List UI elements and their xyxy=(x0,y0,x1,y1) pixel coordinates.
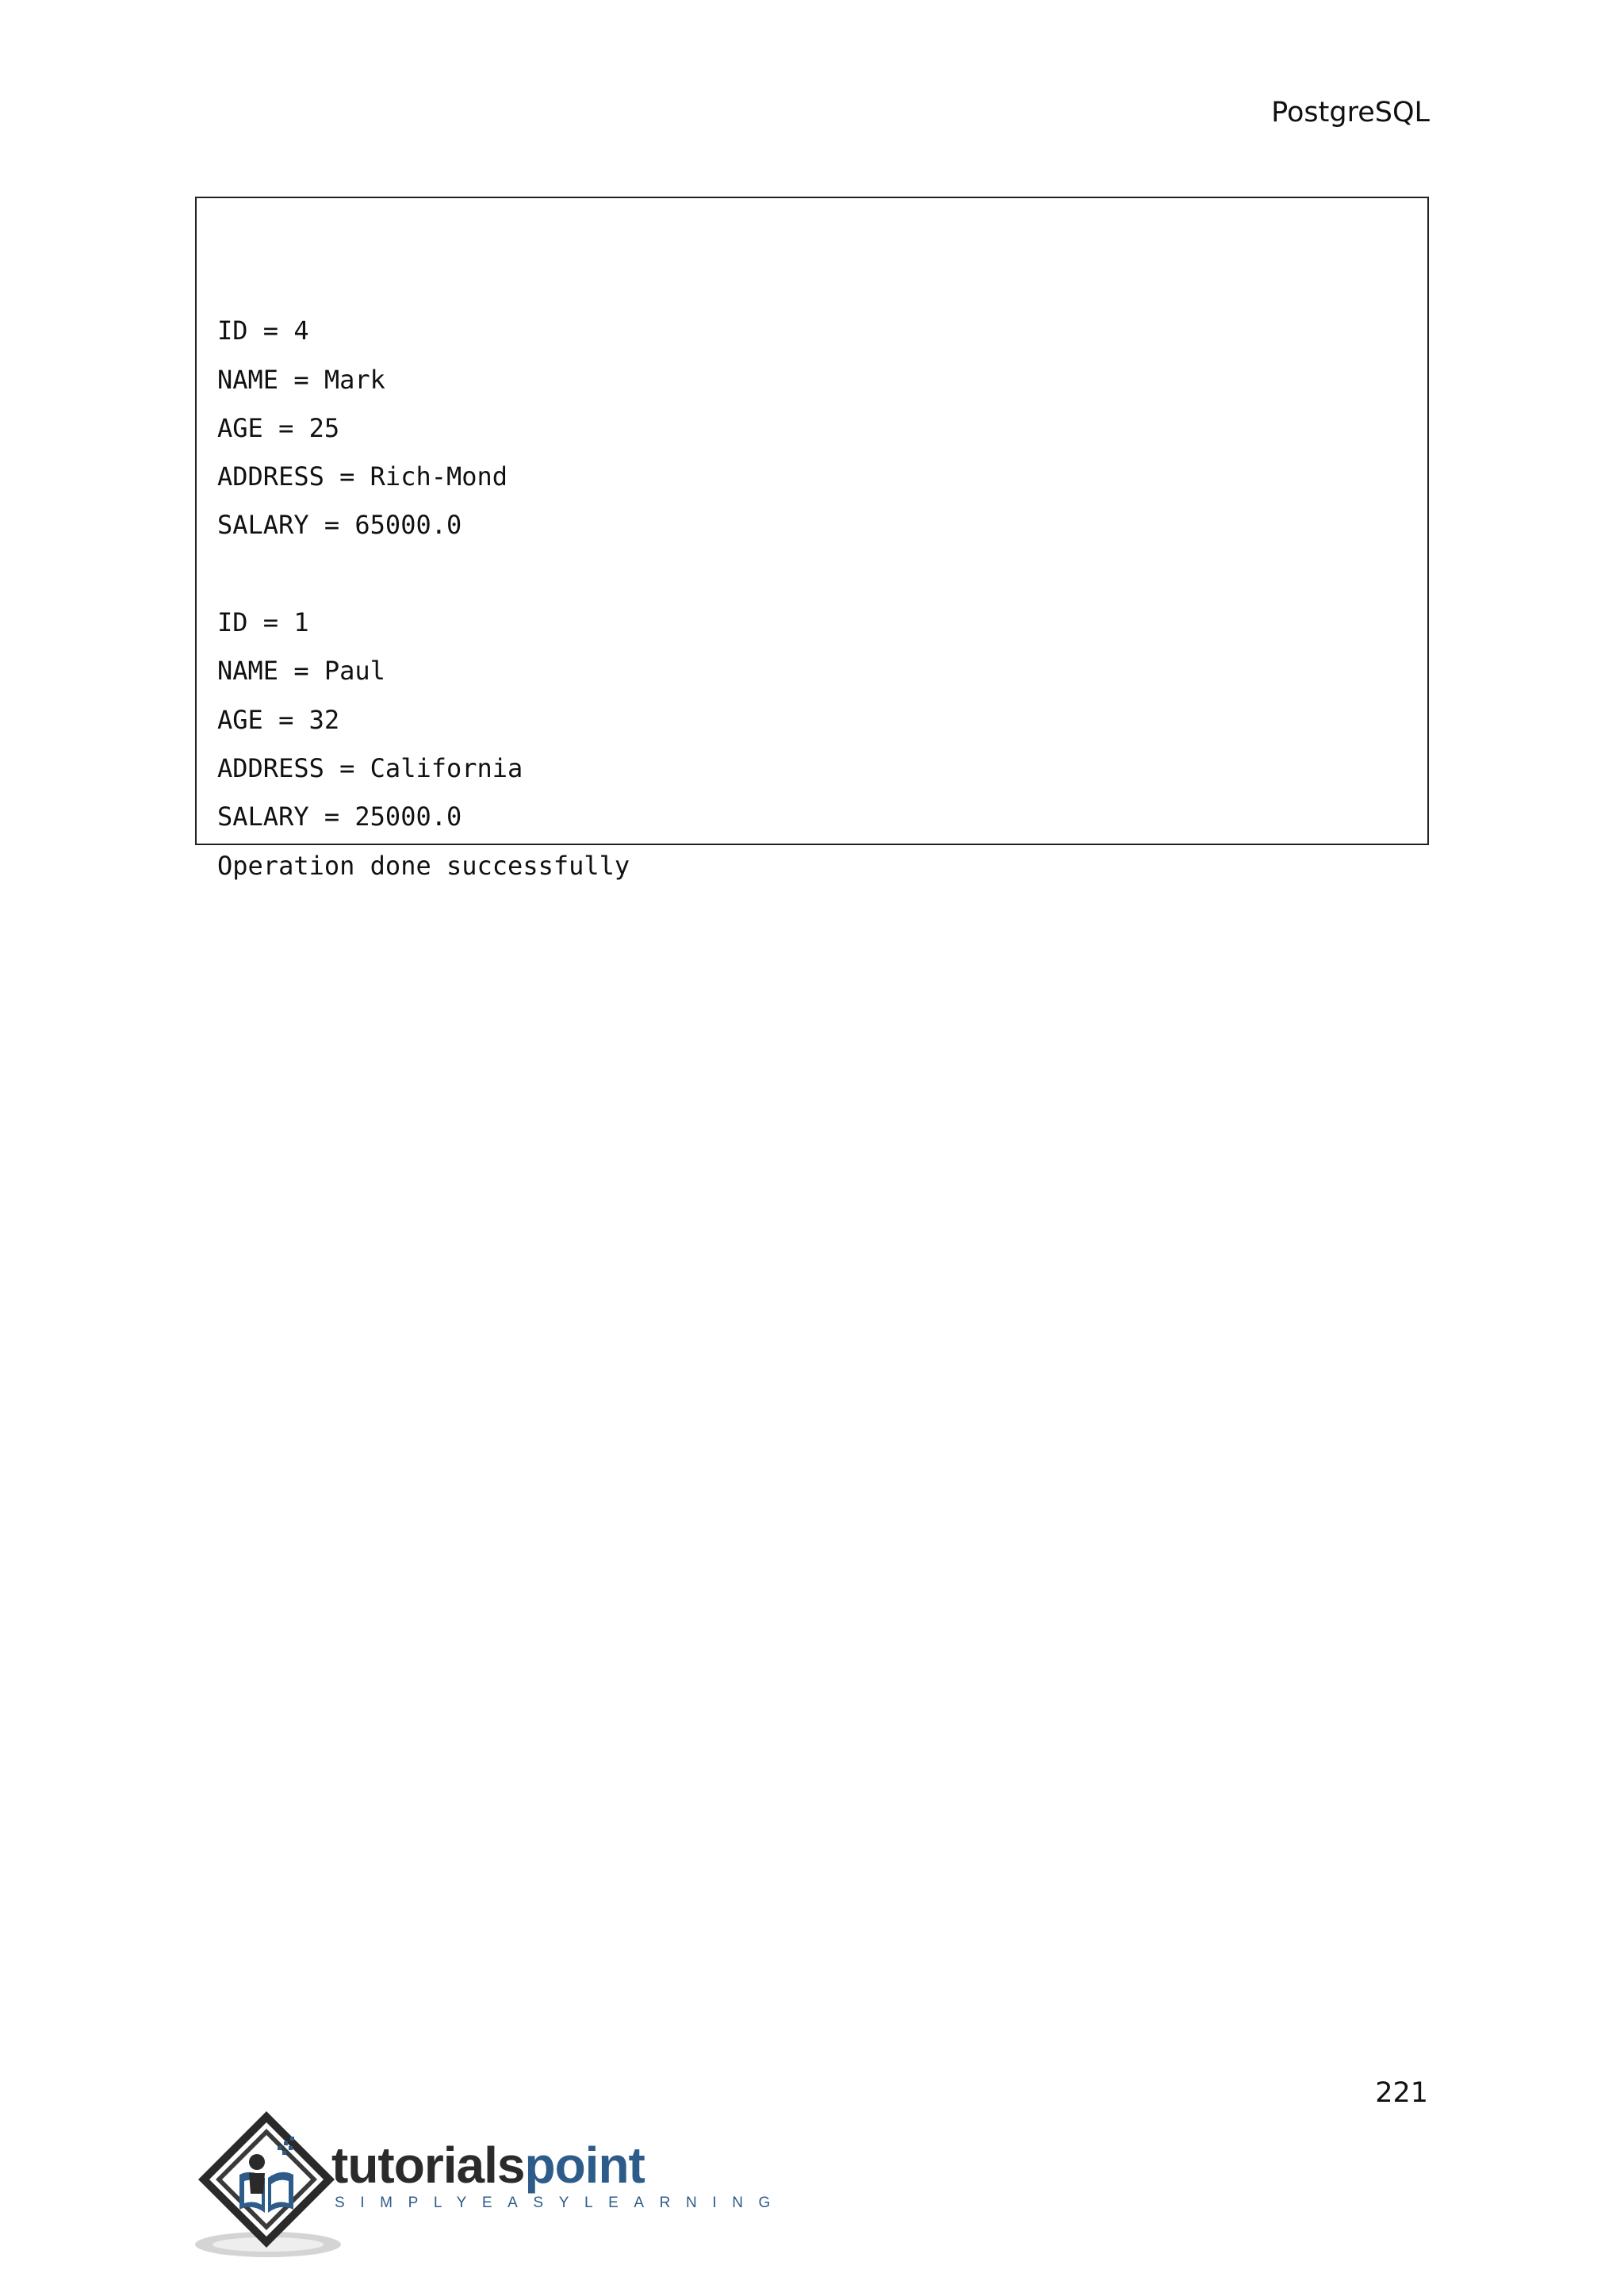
code-line: ID = 4 xyxy=(217,316,309,346)
logo-wordmark xyxy=(331,2137,645,2194)
logo-word-part1: tutorials xyxy=(331,2137,525,2194)
code-line xyxy=(217,258,1411,307)
running-header: PostgreSQL xyxy=(1271,97,1430,128)
code-line: NAME = Paul xyxy=(217,656,385,687)
code-line: Operation done successfully xyxy=(217,850,630,881)
page-number: 221 xyxy=(1375,2077,1428,2109)
code-line: ID = 1 xyxy=(217,607,309,638)
logo-word-part2: point xyxy=(524,2137,645,2194)
code-line: AGE = 32 xyxy=(217,704,340,735)
code-line: NAME = Mark xyxy=(217,364,385,395)
tutorialspoint-logo xyxy=(190,2105,786,2263)
code-line: AGE = 25 xyxy=(217,412,340,443)
code-output-box xyxy=(195,197,1429,881)
code-line: ADDRESS = Rich-Mond xyxy=(217,461,508,492)
logo-tagline: SIMPLYEASYLEARNING xyxy=(335,2195,786,2211)
code-line xyxy=(217,550,1411,599)
code-lines xyxy=(217,258,1411,890)
code-line: ADDRESS = California xyxy=(217,752,523,783)
code-line: SALARY = 65000.0 xyxy=(217,510,462,541)
logo-mark-icon xyxy=(190,2105,349,2263)
code-line: SALARY = 25000.0 xyxy=(217,802,462,832)
